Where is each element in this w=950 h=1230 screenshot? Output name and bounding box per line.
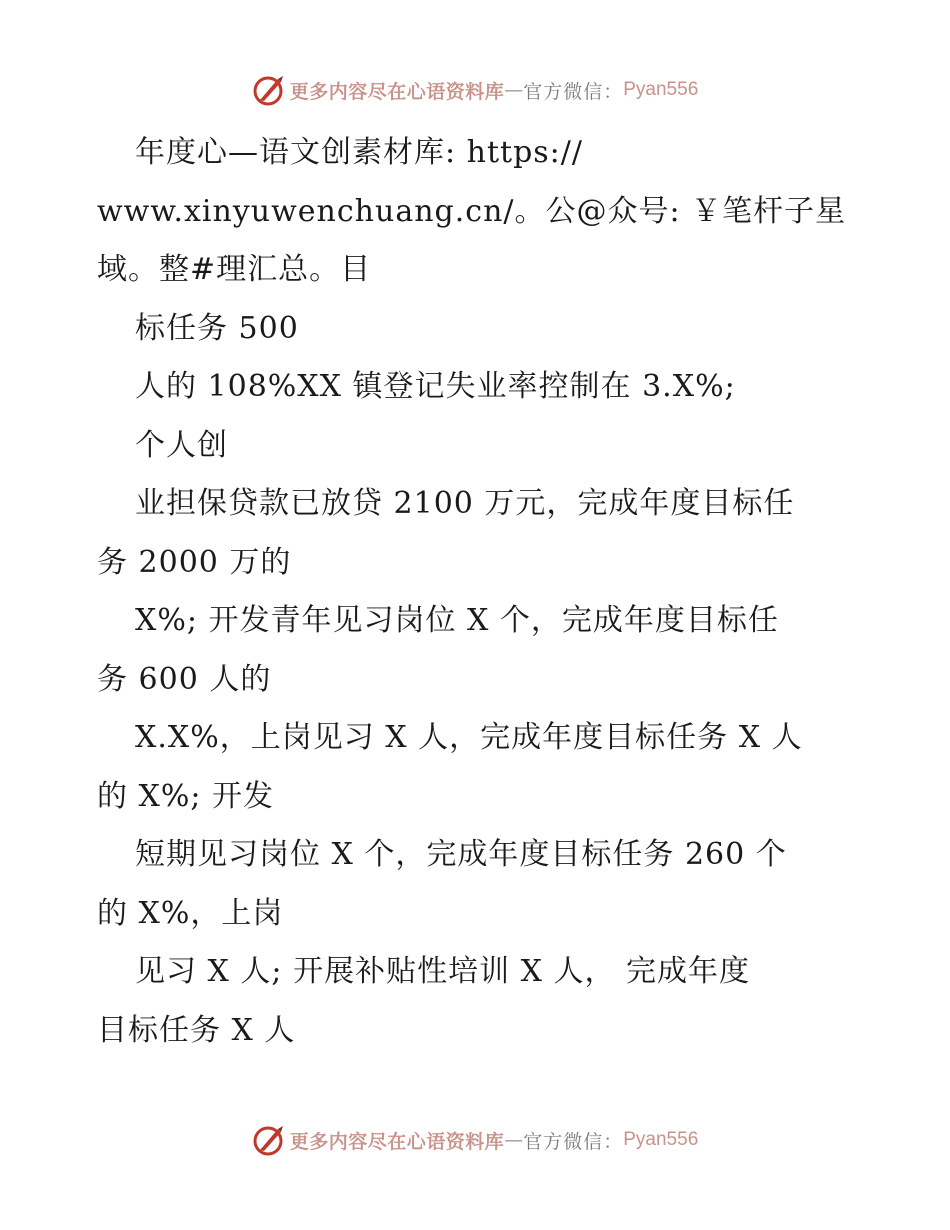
watermark-separator: — [504,79,524,101]
text-line: 域。整#理汇总。目 [97,252,372,287]
quill-pen-circle-icon [252,73,286,107]
text-line: www.xinyuwenchuang.cn/。公@众号: ￥笔杆子星 [97,193,847,229]
text-line: 短期见习岗位 X 个，完成年度目标任务 260 个 [135,837,787,872]
text-line: 的 X%; 开发 [97,778,275,814]
watermark-account-id: Pyan556 [623,79,699,100]
watermark-account-label: 官方微信： [523,80,624,103]
watermark-account-id: Pyan556 [623,1129,699,1150]
text-line: 年度心—语文创素材库: https:// [135,135,583,170]
text-line: 目标任务 X 人 [97,1012,296,1048]
text-line: 标任务 500 [135,310,299,346]
watermark-banner-top [0,70,950,110]
document-body [97,124,857,1060]
watermark-account-label: 官方微信： [523,1130,624,1153]
text-line: X.X%，上岗见习 X 人，完成年度目标任务 X 人 [135,720,803,755]
watermark-separator: — [504,1129,524,1151]
text-line: 个人创 [135,427,228,463]
text-line: 人的 108%XX 镇登记失业率控制在 3.X%; [135,369,736,404]
watermark-banner-bottom [0,1120,950,1160]
text-line: 业担保贷款已放贷 2100 万元，完成年度目标任 [135,486,795,521]
text-line: X%; 开发青年见习岗位 X 个，完成年度目标任 [135,603,779,638]
quill-pen-circle-icon [252,1123,286,1157]
text-line: 见习 X 人; 开展补贴性培训 X 人， 完成年度 [135,954,751,989]
watermark-brand-text: 更多内容尽在心语资料库 [289,80,505,103]
watermark-brand-text: 更多内容尽在心语资料库 [289,1130,505,1153]
text-line: 务 2000 万的 [97,544,292,580]
text-line: 务 600 人的 [97,661,272,697]
text-line: 的 X%，上岗 [97,895,284,931]
